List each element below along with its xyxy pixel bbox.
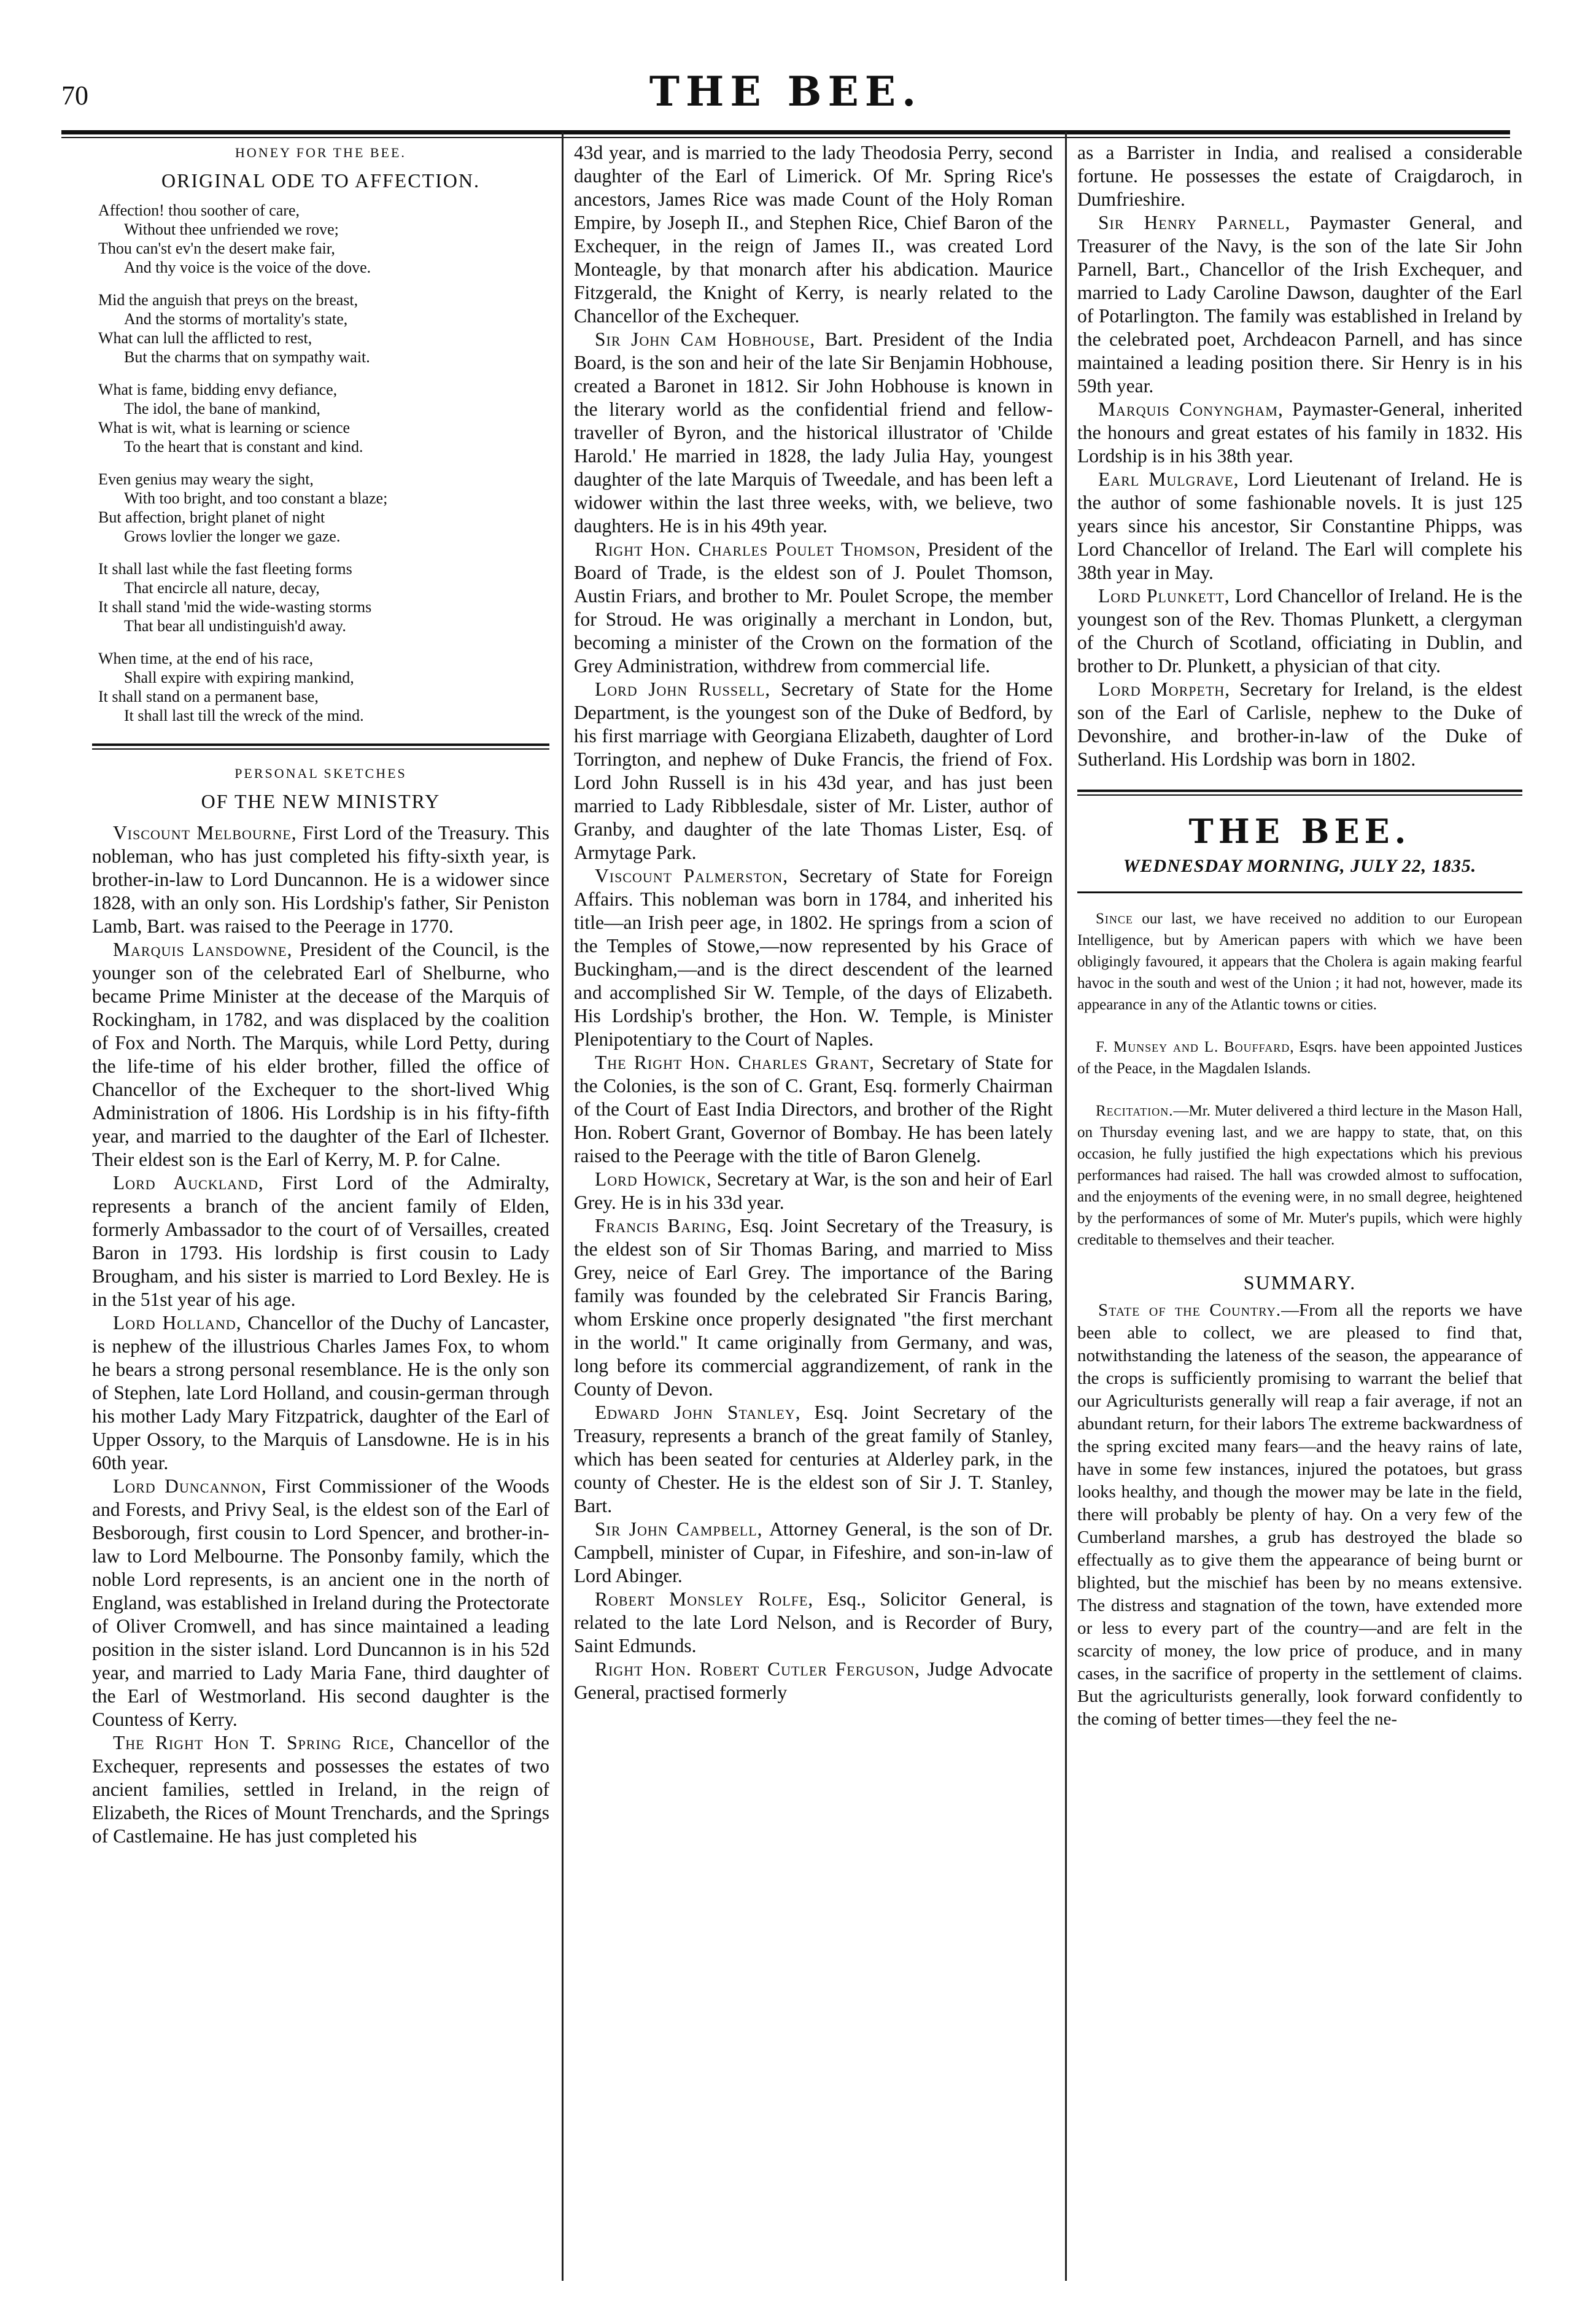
minister-name: Earl Mulgrave, [1098,468,1239,490]
poem-line: Affection! thou soother of care, [98,201,300,219]
minister-name: Lord Holland, [113,1312,242,1333]
poem-line: Shall expire with expiring mankind, [124,669,354,686]
sketch-paragraph [574,1518,1053,1588]
sketch-text: Lord Lieutenant of Ireland. He is the author of some fashionable novels. It is just 125 years since his ancestor, Sir Constantine Phipps, was Lord Chancellor of Ireland. The Earl will complete his 38th year in May. [1077,468,1522,583]
sketch-paragraph [1077,468,1522,584]
poem-line: Thou can'st ev'n the desert make fair, [98,239,335,257]
column-divider [1065,132,1067,2281]
sketch-text: President of the Board of Trade, is the eldest son of J. Poulet Thomson, Austin Friars, and brother to Mr. Poulet Scrope, the member for Stroud. He was originally a merchant in London, but, becoming a minister of the Crown on the formation of the Grey Administration, withdrew from commercial life. [574,538,1053,677]
poem-kicker: HONEY FOR THE BEE. [235,145,406,160]
sketch-paragraph [574,141,1053,328]
minister-name: Right Hon. Robert Cutler Ferguson, [595,1658,921,1680]
header-rule [61,130,1510,138]
sketch-text: Esq. Joint Secretary of the Treasury, represents a branch of the great family of Stanley, which has been seated for centuries at Alderley park, in the county of Chester. He is the eldest son of Sir J. T. Stanley, Bart. [574,1402,1053,1516]
sketch-text: Secretary at War, is the son and heir of Earl Grey. He is in his 33d year. [574,1168,1053,1213]
minister-name: Edward John Stanley, [595,1402,801,1423]
page-number: 70 [61,80,88,111]
sketch-paragraph [574,328,1053,538]
poem-line: It shall stand on a permanent base, [98,688,319,705]
minister-name: Viscount Melbourne, [113,822,297,844]
poem-line: With too bright, and too constant a blaze; [124,489,388,507]
poem-stanza [98,290,549,367]
page-header [61,68,1510,129]
news-item [1077,1100,1522,1251]
poem-stanza [98,649,549,725]
minister-name: Francis Baring, [595,1215,732,1236]
sketch-text: Secretary for Ireland, is the eldest son of the Earl of Carlisle, nephew to the Duke of Devonshire, and brother-in-law of the Duke of Sutherland. His Lordship was born in 1802. [1077,678,1522,770]
sketch-paragraph [574,538,1053,678]
sketch-text: Chancellor of the Duchy of Lancaster, is nephew of the illustrious Charles James Fox, to whom he bears a strong personal resemblance. He is the only son of Stephen, late Lord Holland, and cousin-german through his mother Lady Mary Fitzpatrick, daughter of the Earl of Upper Ossory, to the Marquis of Lansdowne. He is in his 60th year. [92,1312,549,1473]
sketch-text: Esq. Joint Secretary of the Treasury, is the eldest son of Sir Thomas Baring, and married to Miss Grey, neice of Earl Grey. The importance of the Baring family was founded by the celebrated Sir Francis Baring, whom Erskine once properly designated "the first merchant in the world." It came originally from Germany, and was, long before its commercial aggrandizement, of rank in the County of Devon. [574,1215,1053,1400]
section-rule [1077,790,1522,796]
minister-name: Lord Duncannon, [113,1475,267,1497]
news-items [1077,908,1522,1251]
poem-line: The idol, the bane of mankind, [124,400,320,417]
poem-line: And thy voice is the voice of the dove. [124,258,371,276]
sketch-text: 43d year, and is married to the lady Theodosia Perry, second daughter of the Earl of Limerick. Of Mr. Spring Rice's ancestors, James Rice was made Count of the Holy Roman Empire, by Joseph II., and Stephen Rice, Chief Baron of the Exchequer, in the reign of James II., was created Lord Monteagle, by that monarch after his abdication. Maurice Fitzgerald, the Knight of Kerry, is nearly related to the Chancellor of the Exchequer. [574,142,1053,327]
sketches-middle [574,141,1053,1704]
sketch-paragraph [92,1171,549,1311]
sketch-paragraph [574,1401,1053,1518]
news-text: —Mr. Muter delivered a third lecture in the Mason Hall, on Thursday evening last, and we are happy to state, that, on this occasion, he fully justified the high expectations which his previous performances had raised. The hall was crowded almost to suffocation, and the enjoyments of the evening were, in no small degree, heightened by the performances of some of Mr. Muter's pupils, which were highly creditable to themselves and their teacher. [1077,1103,1522,1248]
news-text: our last, we have received no addition to our European Intelligence, but by American papers with which we have been obligingly favoured, it appears that the Cholera is again making fearful havoc in the south and west of the Union ; it had not, however, made its appearance in any of the Atlantic towns or cities. [1077,910,1522,1013]
poem-line: It shall stand 'mid the wide-wasting storms [98,598,372,616]
poem-stanza [98,380,549,456]
sketch-paragraph [1077,211,1522,398]
summary [1077,1299,1522,1731]
column-divider [562,132,564,2281]
minister-name: Sir John Campbell, [595,1518,763,1540]
sketches-right [1077,141,1522,771]
sketch-paragraph [574,864,1053,1051]
section-rule [92,743,549,750]
column-right [1077,141,1522,2278]
section-rule [1077,891,1522,893]
news-lead: Since [1096,910,1133,927]
minister-name: Marquis Conyngham, [1098,398,1284,420]
news-item [1077,1036,1522,1079]
sketch-paragraph [574,1168,1053,1214]
sketches-title: OF THE NEW MINISTRY [201,790,441,812]
poem-line: Even genius may weary the sight, [98,470,314,488]
sketch-text: Paymaster General, and Treasurer of the Navy, is the son of the late Sir John Parnell, Bart., Chancellor of the Irish Exchequer, and married to Lady Caroline Dawson, daughter of the Earl of Potarlington. The family was established in Ireland by the celebrated poet, Archdeacon Parnell, and has since maintained a leading position there. Sir Henry is in his 59th year. [1077,212,1522,397]
sketch-paragraph [92,1311,549,1475]
sketch-text: President of the Council, is the younger son of the celebrated Earl of Shelburne, who became Prime Minister at the decease of the Marquis of Rockingham, in 1782, and was displaced by the coalition of Fox and North. The Marquis, while Lord Petty, during the life-time of his elder brother, filled the office of Chancellor of the Exchequer to the short-lived Whig Administration of 1806. His Lordship is in his fifty-fifth year, and married to the daughter of the Earl of Ilchester. Their eldest son is the Earl of Kerry, M. P. for Calne. [92,939,549,1170]
sketch-paragraph [574,1658,1053,1704]
summary-title: SUMMARY. [1243,1271,1357,1294]
poem-line: Without thee unfriended we rove; [124,220,339,238]
sketch-text: First Lord of the Admiralty, represents a branch of the ancient family of Elden, formerly Ambassador to the court of of Versailles, created Baron in 1793. His lordship is first cousin to Lady Brougham, and his sister is married to Lord Bexley. He is in the 51st year of his age. [92,1172,549,1310]
poem-line: That encircle all nature, decay, [124,579,320,597]
minister-name: Sir Henry Parnell, [1098,212,1291,233]
sketch-text: Bart. President of the India Board, is the son and heir of the late Sir Benjamin Hobhouse, created a Baronet in 1812. Sir John Hobhouse is known in the literary world as the confidential friend and fellow-traveller of Byron, and the historical illustrator of 'Childe Harold.' He married in 1828, the lady Julia Hay, youngest daughter of the late Marquis of Tweedale, and has been left a widower within the last three weeks, with, we believe, two daughters. He is in his 49th year. [574,328,1053,537]
poem-line: It shall last while the fast fleeting forms [98,560,352,578]
sketch-paragraph [574,678,1053,864]
sketch-text: Secretary of State for the Home Department, is the youngest son of the Duke of Bedford, by his first marriage with Georgiana Elizabeth, daughter of Lord Torrington, and nephew of Duke Francis, the friend of Fox. Lord John Russell is in his 43d year, and has just been married to Lady Ribblesdale, sister of Mr. Lister, author of Granby, and daughter of the late Thomas Lister, Esq. of Armytage Park. [574,678,1053,863]
editorial-masthead-box [1077,812,1522,877]
sketch-paragraph [92,1475,549,1731]
poem-line: What is fame, bidding envy defiance, [98,381,338,398]
summary-paragraph [1077,1299,1522,1731]
sketch-text: Chancellor of the Exchequer, represents and possesses the estates of two ancient families, settled in Ireland, in the reign of Elizabeth, the Rices of Mount Trenchards, and the Springs of Castlemaine. He has just completed his [92,1732,549,1847]
poem-line: Mid the anguish that preys on the breast, [98,291,358,309]
poem-line: When time, at the end of his race, [98,650,314,667]
poem-line: That bear all undistinguish'd away. [124,617,346,635]
sketch-text: Judge Advocate General, practised formerly [574,1658,1053,1703]
poem-line: But the charms that on sympathy wait. [124,348,370,366]
sketch-text: First Commissioner of the Woods and Forests, and Privy Seal, is the eldest son of the Earl of Besborough, first cousin to Lord Spencer, and brother-in-law to Lord Melbourne. The Ponsonby family, which the noble Lord represents, is an ancient one in the north of England, was established in Ireland during the Protectorate of Oliver Cromwell, and has since maintained a leading position in the sister island. Lord Duncannon is in his 52d year, and married to Lady Maria Fane, third daughter of the Earl of Westmorland. His second daughter is the Countess of Kerry. [92,1475,549,1730]
poem-line: And the storms of mortality's state, [124,310,348,328]
poem-stanza [98,470,549,546]
news-text: Esqrs. have been appointed Justices of the Peace, in the Magdalen Islands. [1077,1039,1522,1077]
sketch-text: Secretary of State for the Colonies, is the son of C. Grant, Esq. formerly Chairman of the Court of East India Directors, and brother of the Right Hon. Robert Grant, Governor of Bombay. He has been lately raised to the Peerage with the title of Baron Glenelg. [574,1052,1053,1166]
sketch-paragraph [92,821,549,938]
sketch-text: Lord Chancellor of Ireland. He is the youngest son of the Rev. Thomas Plunkett, a clergyman of the Church of Scotland, officiating in Dublin, and brother to Dr. Plunkett, a physician of that city. [1077,585,1522,677]
poem-line: But affection, bright planet of night [98,508,325,526]
sketch-text: as a Barrister in India, and realised a considerable fortune. He possesses the estate of Craigdaroch, in Dumfrieshire. [1077,142,1522,210]
minister-name: Viscount Palmerston, [595,865,789,887]
sketch-paragraph [1077,584,1522,678]
sketch-paragraph [92,1731,549,1848]
poem-stanza [98,201,549,277]
news-lead: F. Munsey and L. Bouffard, [1096,1039,1295,1055]
minister-name: Lord Auckland, [113,1172,264,1194]
sketch-text: Secretary of State for Foreign Affairs. This nobleman was born in 1784, and inherited his title—an Irish peer age, in 1802. He springs from a scion of the Temples of Stowe,—now represented by his Grace of Buckingham,—and is the direct descendent of the learned and accomplished Sir W. Temple, of the days of Elizabeth. His Lordship's brother, the Hon. W. Temple, is Minister Plenipotentiary to the Court of Naples. [574,865,1053,1050]
column-middle [574,141,1053,2278]
news-lead: Recitation. [1096,1103,1174,1119]
sketch-paragraph [574,1051,1053,1168]
poem-line: What can lull the afflicted to rest, [98,329,312,347]
minister-name: The Right Hon. Charles Grant, [595,1052,875,1073]
poem-line: It shall last till the wreck of the mind. [124,707,364,724]
sketch-text: Esq., Solicitor General, is related to the late Lord Nelson, and is Recorder of Bury, Saint Edmunds. [574,1588,1053,1656]
poem-stanza [98,559,549,635]
masthead: THE BEE. [649,68,923,115]
sketch-text: Paymaster-General, inherited the honours and great estates of his family in 1832. His Lordship is in his 38th year. [1077,398,1522,467]
summary-lead: State of the Country. [1098,1300,1282,1320]
sketch-paragraph [92,938,549,1171]
minister-name: Lord Plunkett, [1098,585,1230,607]
sketch-text: First Lord of the Treasury. This nobleman, who has just completed his fifty-sixth year, is brother-in-law to Lord Duncannon. He is a widower since 1828, with an only son. His Lordship's father, Sir Peniston Lamb, Bart. was raised to the Peerage in 1770. [92,822,549,937]
poem-line: To the heart that is constant and kind. [124,438,363,456]
sketch-paragraph [1077,141,1522,211]
dateline: WEDNESDAY MORNING, JULY 22, 1835. [1123,856,1477,876]
sketch-text: Attorney General, is the son of Dr. Campbell, minister of Cupar, in Fifeshire, and son-in-law of Lord Abinger. [574,1518,1053,1586]
minister-name: Lord Howick, [595,1168,712,1190]
sketch-paragraph [574,1588,1053,1658]
column-left [92,141,549,2278]
minister-name: The Right Hon T. Spring Rice, [113,1732,395,1753]
poem-line: Grows lovlier the longer we gaze. [124,527,341,545]
sketches-kicker: PERSONAL SKETCHES [234,766,407,781]
summary-text: —From all the reports we have been able to collect, we are pleased to find that, notwithstanding the lateness of the season, the appearance of the crops is sufficiently promising to warrant the belief that our Agriculturists generally will reap a fair average, if not an abundant return, for their labors The extreme backwardness of the spring excited many fears—and the heavy rains of late, have in some few instances, injured the potatoes, but grass looks healthy, and though the mower may be late in the field, there will probably be plenty of hay. On a very few of the Cumberland marshes, a grub has destroyed the blade so effectually as to give them the appearance of being burnt or blighted, but the mischief has been by no means extensive. The distress and stagnation of the town, have extended more or less to every part of the country—and are felt in the scarcity of money, the low price of produce, and in many cases, in the sacrifice of property in the settlement of claims. But the agriculturists generally, look forward confidently to the coming of better times—they feel the ne- [1077,1300,1522,1729]
minister-name: Robert Monsley Rolfe, [595,1588,814,1610]
sketches-left [92,821,549,1848]
news-item [1077,908,1522,1015]
minister-name: Sir John Cam Hobhouse, [595,328,816,350]
sketch-paragraph [1077,398,1522,468]
poem [98,201,549,725]
sketch-paragraph [574,1214,1053,1401]
minister-name: Marquis Lansdowne, [113,939,293,960]
minister-name: Lord John Russell, [595,678,771,700]
sketch-paragraph [1077,678,1522,771]
editorial-masthead: THE BEE. [1188,812,1411,851]
poem-title: ORIGINAL ODE TO AFFECTION. [161,169,480,192]
minister-name: Lord Morpeth, [1098,678,1231,700]
poem-line: What is wit, what is learning or science [98,419,351,437]
minister-name: Right Hon. Charles Poulet Thomson, [595,538,921,560]
